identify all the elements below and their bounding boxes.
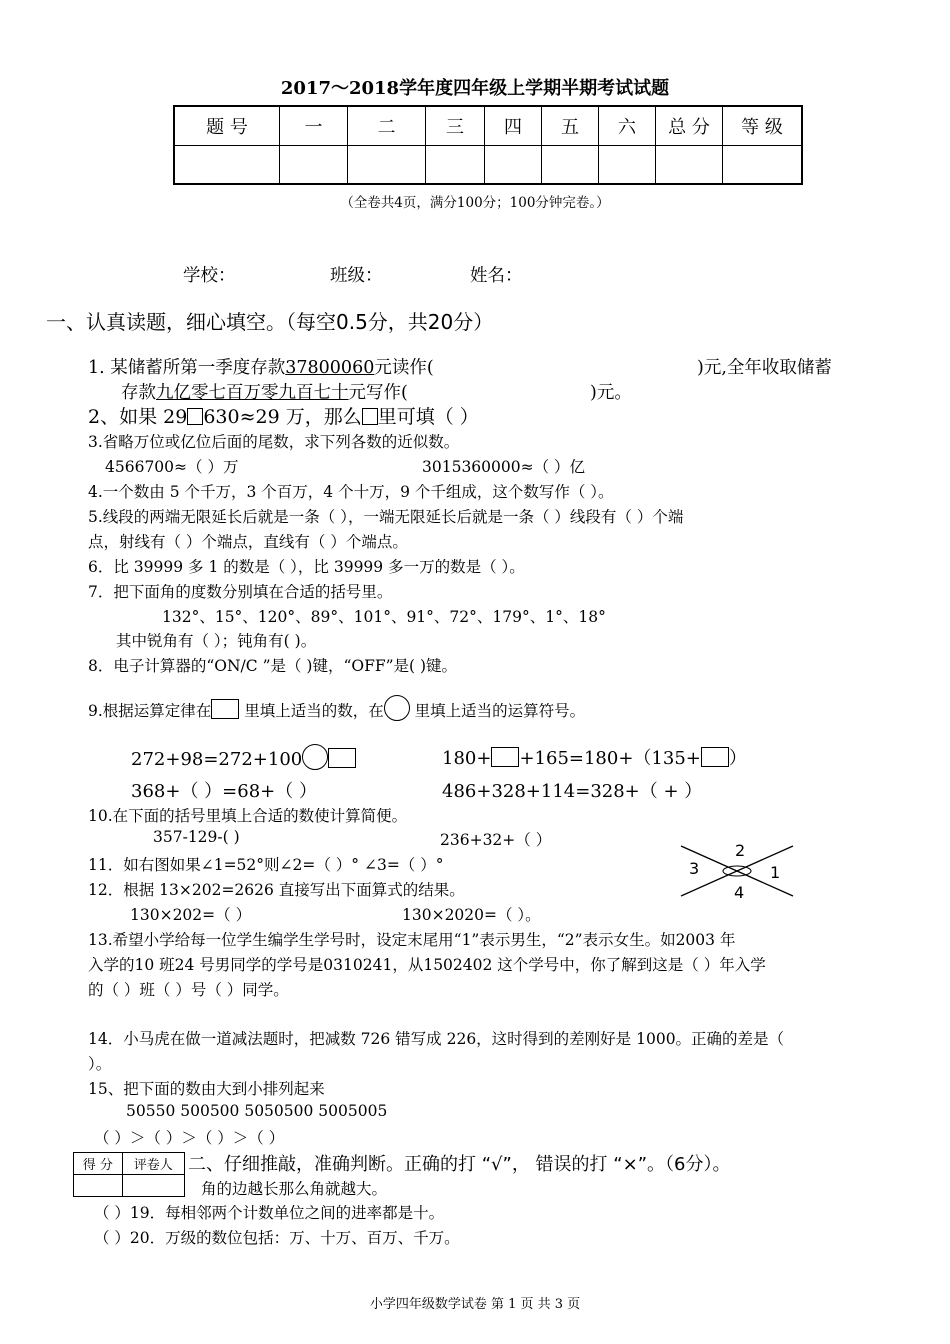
score-header-cell: 总 分 xyxy=(656,106,723,146)
score-header-cell: 题 号 xyxy=(174,106,280,146)
item20-text: （ ）20．万级的数位包括：万、十万、百万、千万。 xyxy=(94,1229,460,1247)
class-label: 班级： xyxy=(330,266,383,286)
q2-text-a: 2、如果 29 xyxy=(88,406,188,428)
q1-words: 九亿零七百万零九百七十 xyxy=(156,383,349,403)
q1-text-a: 1. 某储蓄所第一季度存款 xyxy=(88,358,286,378)
score-header-cell: 六 xyxy=(599,106,656,146)
q12-text: 12．根据 13×202=2626 直接写出下面算式的结果。 xyxy=(88,881,465,899)
score-header-cell: 四 xyxy=(485,106,542,146)
q9-text xyxy=(88,695,585,721)
name-label: 姓名： xyxy=(470,266,523,286)
q11-text: 11．如右图如果∠1=52°则∠2=（ ）° ∠3=（ ）° xyxy=(88,856,444,874)
q2-text-c: 里可填（ ） xyxy=(377,406,479,428)
q2-text-b: 630≈29 万，那么 xyxy=(203,406,362,428)
score-cell[interactable] xyxy=(426,146,485,185)
q7-line: 其中锐角有（ ）；钝角有( )。 xyxy=(116,632,317,650)
q15-order: （ ）＞（ ）＞（ ）＞（ ） xyxy=(94,1129,285,1147)
item19-text: （ ）19．每相邻两个计数单位之间的进率都是十。 xyxy=(94,1204,445,1222)
score-cell[interactable] xyxy=(599,146,656,185)
score-header-cell: 三 xyxy=(426,106,485,146)
q3-b: 3015360000≈（ ）亿 xyxy=(422,458,586,476)
exam-note: （全卷共4页，满分100分；100分钟完卷。） xyxy=(340,195,610,211)
circle-blank-icon[interactable] xyxy=(302,744,328,770)
section2-title: 二、仔细推敲，准确判断。正确的打 “√”， 错误的打 “×”。（6分）。 xyxy=(188,1154,731,1175)
q1-text-b: 元读作( xyxy=(374,358,434,378)
score-cell[interactable] xyxy=(74,1175,123,1197)
q14-line1: 14．小马虎在做一道减法题时，把减数 726 错写成 226，这时得到的差刚好是 1000。正确的差是（ xyxy=(88,1030,785,1048)
q9-eq2 xyxy=(442,744,747,770)
box-blank-icon[interactable] xyxy=(328,748,356,768)
angle-figure xyxy=(675,838,800,906)
angle-label-1: 1 xyxy=(770,863,781,882)
q9-eq2-text-c: ） xyxy=(728,748,747,769)
score-cell[interactable] xyxy=(174,146,280,185)
angle-label-4: 4 xyxy=(734,883,745,902)
q12-a: 130×202=（ ） xyxy=(130,906,252,924)
q9-eq4: 486+328+114=328+（ + ） xyxy=(442,781,703,802)
q7-text: 7．把下面角的度数分别填在合适的括号里。 xyxy=(88,583,393,601)
grader-cell[interactable] xyxy=(122,1175,184,1197)
score-header-cell: 一 xyxy=(280,106,348,146)
score-cell[interactable] xyxy=(723,146,803,185)
q5-line2: 点，射线有（ ）个端点，直线有（ ）个端点。 xyxy=(88,533,408,551)
box-blank-icon[interactable] xyxy=(491,747,519,767)
score-cell[interactable] xyxy=(485,146,542,185)
q10-text: 10.在下面的括号里填上合适的数使计算简便。 xyxy=(88,807,408,825)
q13-line2: 入学的10 班24 号男同学的学号是0310241，从1502402 这个学号中，你了解到这是（ ）年入学 xyxy=(88,956,766,974)
q15-text: 15、把下面的数由大到小排列起来 xyxy=(88,1080,325,1098)
q9-eq1-text: 272+98=272+100 xyxy=(131,749,303,770)
q9-text-b: 里填上适当的数，在 xyxy=(239,702,384,720)
q9-text-a: 9.根据运算定律在 xyxy=(88,702,212,720)
q2-line xyxy=(88,402,479,429)
q1-text-e: 元写作( xyxy=(348,383,408,403)
q10-a: 357-129-( ) xyxy=(153,828,240,846)
q9-eq3: 368+（ ）=68+（ ） xyxy=(131,781,317,802)
q1-number: 37800060 xyxy=(285,358,375,378)
angle-label-2: 2 xyxy=(735,841,746,860)
q9-eq2-text-a: 180+ xyxy=(442,748,492,769)
score-label: 得 分 xyxy=(74,1153,123,1175)
q14-line2: ）。 xyxy=(88,1055,112,1073)
item18-text: 角的边越长那么角就越大。 xyxy=(201,1180,388,1198)
q12-b: 130×2020=（ ）。 xyxy=(402,906,541,924)
score-cell[interactable] xyxy=(348,146,426,185)
q13-line3: 的（ ）班（ ）号（ ）同学。 xyxy=(88,981,289,999)
section1-title: 一、认真读题，细心填空。（每空0.5分，共20分） xyxy=(46,310,494,334)
q1-text-f: )元。 xyxy=(590,383,632,403)
score-table-header-row xyxy=(174,106,802,146)
box-blank-icon xyxy=(211,699,239,719)
box-blank-icon[interactable] xyxy=(701,747,729,767)
q9-eq2-text-b: +165=180+（135+ xyxy=(519,748,701,769)
q6-text: 6．比 39999 多 1 的数是（ ），比 39999 多一万的数是（ ）。 xyxy=(88,558,525,576)
q1-text-c: )元,全年收取储蓄 xyxy=(697,358,832,378)
circle-blank-icon xyxy=(384,695,410,721)
q8-text: 8．电子计算器的“ON/C ”是（ )键，“OFF”是( )键。 xyxy=(88,657,458,675)
score-header-cell: 二 xyxy=(348,106,426,146)
score-header-cell: 等 级 xyxy=(723,106,803,146)
section2-score-box xyxy=(73,1152,185,1197)
score-table-blank-row xyxy=(174,146,802,185)
q3-a: 4566700≈（ ）万 xyxy=(105,458,239,476)
q7-angles: 132°、15°、120°、89°、101°、91°、72°、179°、1°、18° xyxy=(162,608,606,626)
school-label: 学校： xyxy=(183,266,236,286)
q10-b: 236+32+（ ） xyxy=(440,831,552,849)
q1-line2 xyxy=(121,379,408,404)
q1-line1 xyxy=(88,354,434,379)
q3-text: 3.省略万位或亿位后面的尾数，求下列各数的近似数。 xyxy=(88,433,460,451)
grader-label: 评卷人 xyxy=(122,1153,184,1175)
q9-eq1 xyxy=(131,744,356,770)
q9-text-c: 里填上适当的运算符号。 xyxy=(409,702,586,720)
square-blank-icon xyxy=(187,408,203,425)
score-cell[interactable] xyxy=(656,146,723,185)
square-blank-icon xyxy=(362,408,378,425)
score-header-cell: 五 xyxy=(542,106,599,146)
q13-line1: 13.希望小学给每一位学生编学生学号时，设定末尾用“1”表示男生，“2”表示女生。如2003 年 xyxy=(88,931,736,949)
q4-text: 4.一个数由 5 个千万，3 个百万，4 个十万，9 个千组成，这个数写作（ ）。 xyxy=(88,483,614,501)
q15-nums: 50550 500500 5050500 5005005 xyxy=(126,1102,388,1120)
exam-title: 2017～2018学年度四年级上学期半期考试试题 xyxy=(280,78,670,99)
q1-text-d: 存款 xyxy=(121,383,156,403)
angle-label-3: 3 xyxy=(689,859,700,878)
score-cell[interactable] xyxy=(280,146,348,185)
score-cell[interactable] xyxy=(542,146,599,185)
score-table xyxy=(173,105,803,185)
q5-line1: 5.线段的两端无限延长后就是一条（ ），一端无限延长后就是一条（ ）线段有（ ）个端 xyxy=(88,508,684,526)
page-footer: 小学四年级数学试卷 第 1 页 共 3 页 xyxy=(369,1297,581,1312)
